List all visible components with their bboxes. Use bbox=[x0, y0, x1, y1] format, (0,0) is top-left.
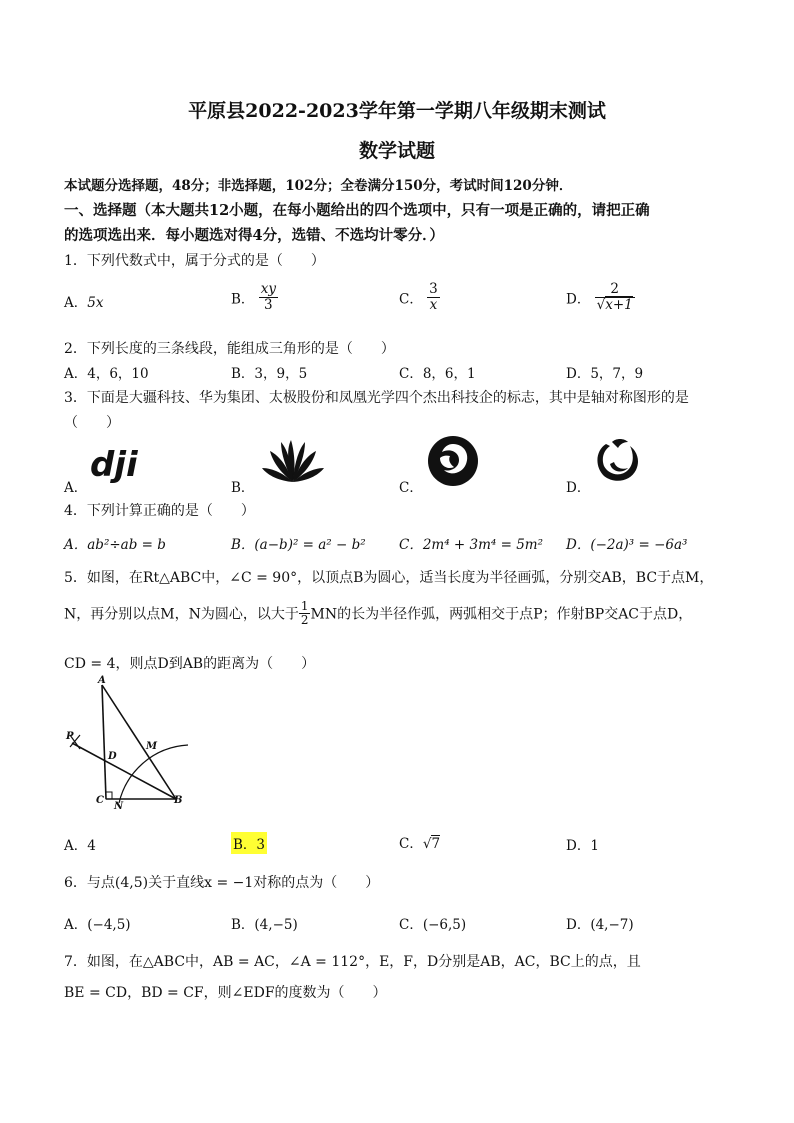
q6-stem: 6．与点(4,5)关于直线x = −1对称的点为（ ） bbox=[64, 875, 380, 891]
svg-text:C: C bbox=[96, 795, 104, 806]
q7-line1: 7．如图，在△ABC中，AB = AC，∠A = 112°，E，F，D分别是AB，AC，BC上的点，且 bbox=[64, 954, 641, 970]
q4-option-c[interactable]: C．2m⁴ + 3m⁴ = 5m² bbox=[399, 537, 544, 553]
q3-stem: 3．下面是大疆科技、华为集团、太极股份和凤凰光学四个杰出科技企的标志，其中是轴对称图形的是 bbox=[64, 390, 689, 406]
q5-option-a[interactable]: A．4 bbox=[64, 838, 96, 854]
q3-stem-paren: （ ） bbox=[64, 415, 120, 431]
section-heading-line1: 一、选择题（本大题共12小题，在每小题给出的四个选项中，只有一项是正确的，请把正确 bbox=[64, 202, 650, 219]
q5-line1: 5．如图，在Rt△ABC中，∠C = 90°，以顶点B为圆心，适当长度为半径画弧，分别交AB，BC于点M， bbox=[64, 570, 714, 586]
q6-option-d[interactable]: D．(4,−7) bbox=[566, 917, 634, 933]
q1-stem: 1．下列代数式中，属于分式的是（ ） bbox=[64, 253, 325, 269]
huawei-logo bbox=[258, 436, 328, 486]
q5-option-c[interactable]: C．√7 bbox=[399, 836, 441, 852]
q4-option-d[interactable]: D．(−2a)³ = −6a³ bbox=[566, 537, 688, 553]
q6-option-c[interactable]: C．(−6,5) bbox=[399, 917, 467, 933]
q5-option-d[interactable]: D．1 bbox=[566, 838, 599, 854]
svg-text:P: P bbox=[66, 731, 74, 742]
q4-option-a[interactable]: A．ab²÷ab = b bbox=[64, 537, 166, 553]
q5-option-b-highlighted[interactable]: B．3 bbox=[231, 832, 267, 854]
page-subtitle: 数学试题 bbox=[358, 140, 435, 162]
q1-option-d[interactable]: D． $\frac{2}{√x+1}$ bbox=[566, 281, 633, 313]
q2-option-b[interactable]: B．3，9，5 bbox=[231, 366, 308, 382]
q3-option-b[interactable]: B． bbox=[231, 480, 255, 496]
q5-line3: CD = 4，则点D到AB的距离为（ ） bbox=[64, 656, 316, 672]
q6-option-a[interactable]: A．(−4,5) bbox=[64, 917, 131, 933]
q4-option-b[interactable]: B．(a−b)² = a² − b² bbox=[231, 537, 366, 553]
svg-text:N: N bbox=[114, 801, 124, 812]
taiji-logo bbox=[426, 434, 480, 488]
q2-option-a[interactable]: A．4，6，10 bbox=[64, 366, 149, 382]
q2-option-d[interactable]: D．5，7，9 bbox=[566, 366, 644, 382]
q2-option-c[interactable]: C．8，6，1 bbox=[399, 366, 476, 382]
svg-text:A: A bbox=[98, 675, 106, 686]
q5-geometry-figure bbox=[64, 673, 194, 813]
q1-option-c[interactable]: C． $\frac{3}{x}$ bbox=[399, 281, 438, 313]
svg-text:M: M bbox=[146, 741, 158, 752]
phoenix-logo bbox=[592, 436, 642, 486]
exam-intro: 本试题分选择题，48分；非选择题，102分；全卷满分150分，考试时间120分钟． bbox=[64, 178, 573, 194]
svg-text:dji: dji bbox=[90, 446, 138, 485]
svg-text:B: B bbox=[174, 795, 183, 806]
section-heading-line2: 的选项选出来．每小题选对得4分，选错、不选均计零分．） bbox=[64, 227, 444, 244]
q5-line2: N，再分别以点M，N为圆心，以大于 $\frac{1}{2}$ MN的长为半径作弧，两弧相交于点P；作射BP交AC于点D， bbox=[64, 599, 693, 628]
dji-logo bbox=[88, 446, 160, 486]
q3-option-d[interactable]: D． bbox=[566, 480, 591, 496]
q6-option-b[interactable]: B．(4,−5) bbox=[231, 917, 298, 933]
q1-option-a[interactable]: A．5x bbox=[64, 295, 104, 311]
q2-stem: 2．下列长度的三条线段，能组成三角形的是（ ） bbox=[64, 341, 395, 357]
q3-option-a[interactable]: A． bbox=[64, 480, 88, 496]
page-title: 平原县2022-2023学年第一学期八年级期末测试 bbox=[188, 100, 606, 122]
q7-line2: BE = CD，BD = CF，则∠EDF的度数为（ ） bbox=[64, 985, 387, 1001]
q3-option-c[interactable]: C． bbox=[399, 480, 423, 496]
q4-stem: 4．下列计算正确的是（ ） bbox=[64, 503, 255, 519]
q1-option-b[interactable]: B． $\frac{xy}{3}$ bbox=[231, 281, 276, 313]
svg-text:D: D bbox=[108, 751, 117, 762]
